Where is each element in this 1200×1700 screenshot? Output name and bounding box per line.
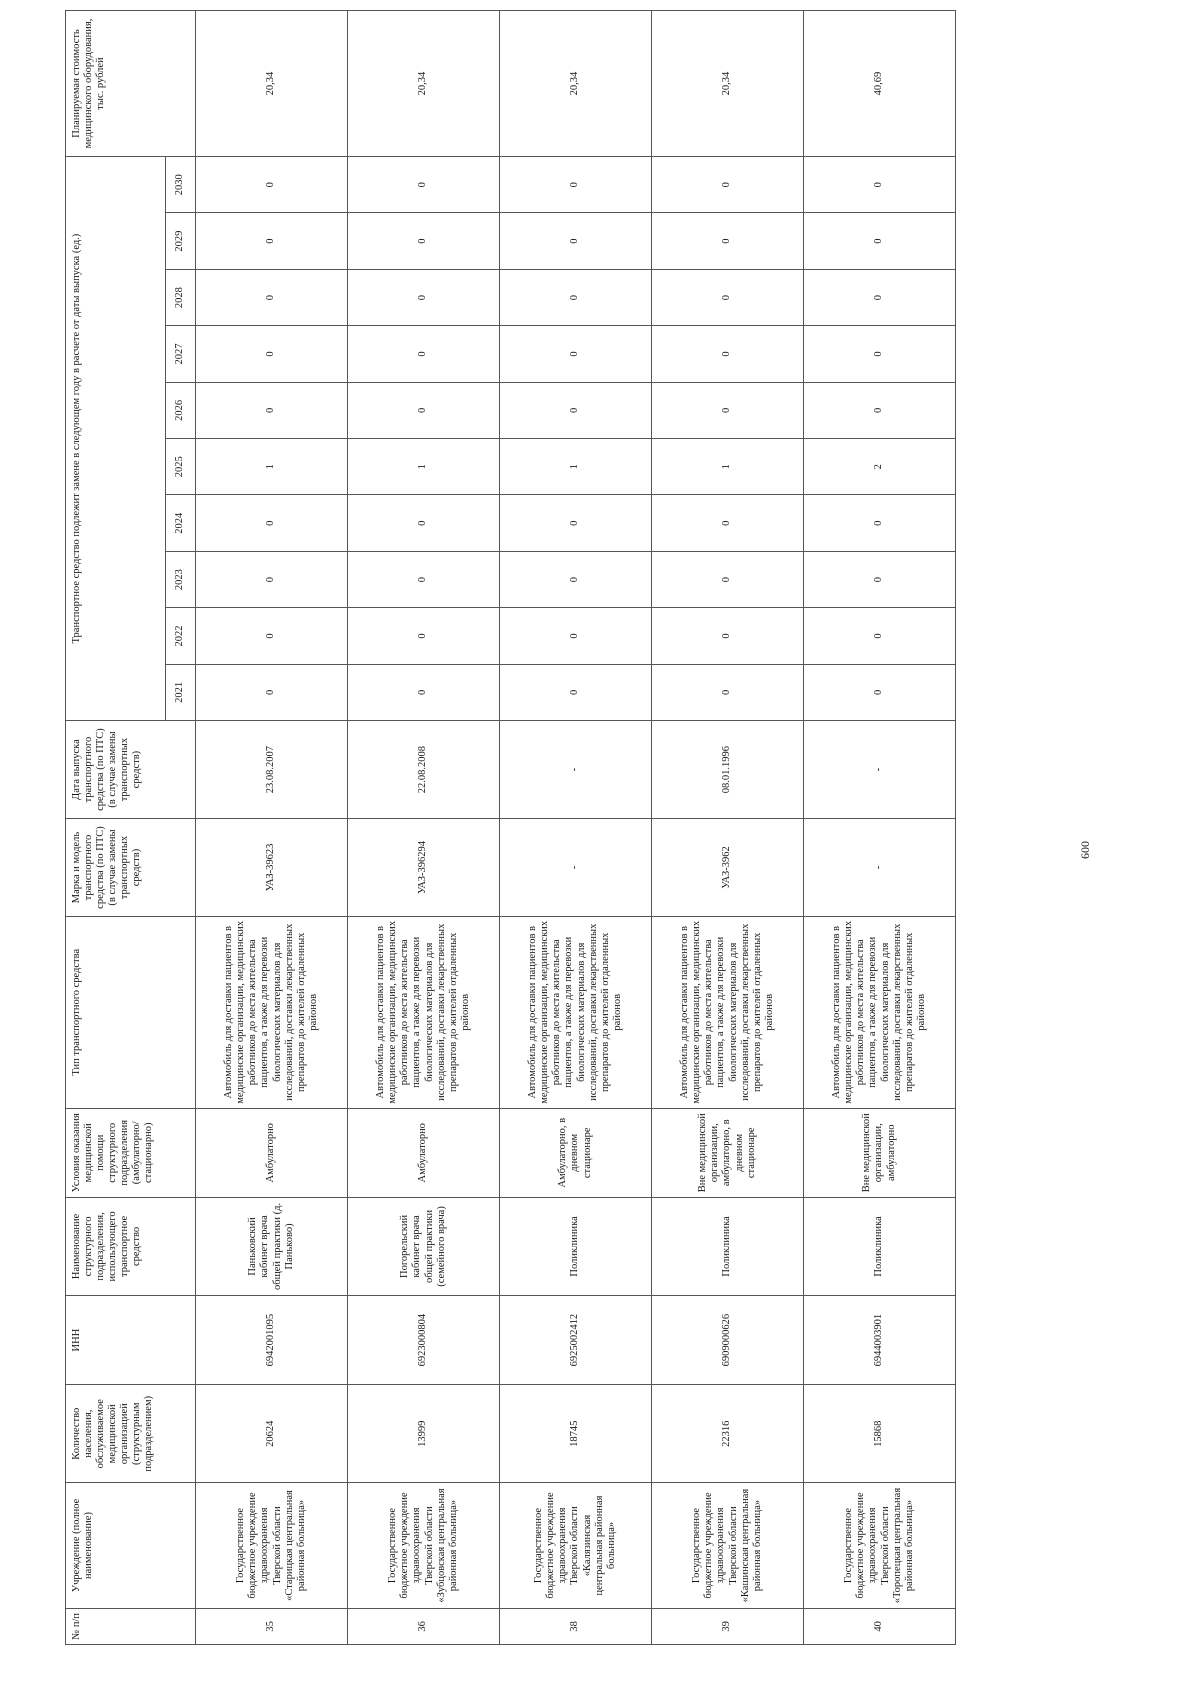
row-year-value: 0 bbox=[500, 213, 652, 269]
row-subdivision: Поликлиника bbox=[500, 1197, 652, 1295]
page-number: 600 bbox=[1078, 841, 1092, 859]
row-brand: - bbox=[804, 819, 956, 917]
row-year-value: 0 bbox=[348, 551, 500, 607]
row-release-date: 23.08.2007 bbox=[196, 721, 348, 819]
header-no: № п/п bbox=[66, 1608, 196, 1644]
row-no: 35 bbox=[196, 1608, 348, 1644]
header-year: 2029 bbox=[166, 213, 196, 269]
row-cost: 20,34 bbox=[348, 11, 500, 157]
row-no: 36 bbox=[348, 1608, 500, 1644]
table-row bbox=[500, 11, 652, 1645]
header-conditions: Условия оказания медицинской помощи структурного подразделения (амбулаторно/ стационарно) bbox=[66, 1108, 196, 1197]
row-cost: 40,69 bbox=[804, 11, 956, 157]
row-year-value: 0 bbox=[196, 326, 348, 382]
row-year-value: 0 bbox=[500, 608, 652, 664]
row-subdivision: Погорельский кабинет врача общей практики (семейного врача) bbox=[348, 1197, 500, 1295]
header-year: 2026 bbox=[166, 382, 196, 438]
row-year-value: 1 bbox=[348, 439, 500, 495]
row-year-value: 0 bbox=[348, 213, 500, 269]
header-release-date: Дата выпуска транспортного средства (по ПТС) (в случае замены транспортных средств) bbox=[66, 721, 196, 819]
row-year-value: 0 bbox=[804, 213, 956, 269]
table-row bbox=[348, 11, 500, 1645]
row-year-value: 2 bbox=[804, 439, 956, 495]
row-year-value: 0 bbox=[500, 495, 652, 551]
header-year: 2025 bbox=[166, 439, 196, 495]
row-no: 38 bbox=[500, 1608, 652, 1644]
row-year-value: 0 bbox=[652, 326, 804, 382]
row-year-value: 0 bbox=[652, 213, 804, 269]
row-year-value: 0 bbox=[196, 608, 348, 664]
row-year-value: 0 bbox=[652, 495, 804, 551]
header-inn: ИНН bbox=[66, 1295, 196, 1384]
row-year-value: 0 bbox=[652, 157, 804, 213]
header-brand: Марка и модель транспортного средства (по ПТС) (в случае замены транспортных средств) bbox=[66, 819, 196, 917]
row-subdivision: Поликлиника bbox=[652, 1197, 804, 1295]
row-conditions: Вне медицинской организации, амбулаторно bbox=[804, 1108, 956, 1197]
row-cost: 20,34 bbox=[196, 11, 348, 157]
row-year-value: 0 bbox=[500, 326, 652, 382]
row-year-value: 0 bbox=[652, 664, 804, 720]
row-subdivision: Паньковский кабинет врача общей практики (д. Паньково) bbox=[196, 1197, 348, 1295]
row-conditions: Амбулаторно, в дневном стационаре bbox=[500, 1108, 652, 1197]
row-cost: 20,34 bbox=[500, 11, 652, 157]
row-population: 18745 bbox=[500, 1385, 652, 1483]
row-population: 22316 bbox=[652, 1385, 804, 1483]
row-conditions: Амбулаторно bbox=[196, 1108, 348, 1197]
header-year: 2021 bbox=[166, 664, 196, 720]
row-year-value: 0 bbox=[348, 382, 500, 438]
header-population: Количество населения, обслуживаемое медицинской организацией (структурным подразделением) bbox=[66, 1385, 196, 1483]
row-vehicle-type: Автомобиль для доставки пациентов в медицинские организации, медицинских работников до места жительства пациентов, а также для перевозки биологических материалов для исследований, доставки лекарственных препаратов до жителей отдаленных районов bbox=[196, 916, 348, 1108]
header-year: 2027 bbox=[166, 326, 196, 382]
header-cost: Планируемая стоимость медицинского оборудования, тыс. рублей bbox=[66, 11, 196, 157]
row-year-value: 0 bbox=[804, 269, 956, 325]
vehicle-replacement-table bbox=[65, 10, 956, 1645]
header-year: 2022 bbox=[166, 608, 196, 664]
row-conditions: Вне медицинской организации, амбулаторно, в дневном стационаре bbox=[652, 1108, 804, 1197]
row-population: 15868 bbox=[804, 1385, 956, 1483]
row-release-date: - bbox=[804, 721, 956, 819]
row-year-value: 1 bbox=[500, 439, 652, 495]
row-year-value: 0 bbox=[652, 269, 804, 325]
row-vehicle-type: Автомобиль для доставки пациентов в медицинские организации, медицинских работников до места жительства пациентов, а также для перевозки биологических материалов для исследований, доставки лекарственных препаратов до жителей отдаленных районов bbox=[804, 916, 956, 1108]
table-row bbox=[652, 11, 804, 1645]
row-no: 40 bbox=[804, 1608, 956, 1644]
row-year-value: 0 bbox=[348, 326, 500, 382]
row-year-value: 0 bbox=[196, 495, 348, 551]
header-institution: Учреждение (полное наименование) bbox=[66, 1483, 196, 1609]
table-row bbox=[196, 11, 348, 1645]
row-year-value: 0 bbox=[804, 382, 956, 438]
row-brand: УАЗ-396294 bbox=[348, 819, 500, 917]
header-year: 2023 bbox=[166, 551, 196, 607]
row-institution: Государственное бюджетное учреждение здравоохранения Тверской области «Калязинская центральная районная больница» bbox=[500, 1483, 652, 1609]
header-year: 2024 bbox=[166, 495, 196, 551]
row-year-value: 0 bbox=[348, 157, 500, 213]
row-release-date: 22.08.2008 bbox=[348, 721, 500, 819]
row-year-value: 0 bbox=[652, 608, 804, 664]
header-year: 2028 bbox=[166, 269, 196, 325]
row-brand: УАЗ-3962 bbox=[652, 819, 804, 917]
row-release-date: 08.01.1996 bbox=[652, 721, 804, 819]
row-brand: - bbox=[500, 819, 652, 917]
row-inn: 6944003901 bbox=[804, 1295, 956, 1384]
row-brand: УАЗ-39623 bbox=[196, 819, 348, 917]
row-year-value: 0 bbox=[500, 269, 652, 325]
row-population: 13999 bbox=[348, 1385, 500, 1483]
header-vehicle-type: Тип транспортного средства bbox=[66, 916, 196, 1108]
table-row bbox=[804, 11, 956, 1645]
row-population: 20624 bbox=[196, 1385, 348, 1483]
row-year-value: 0 bbox=[652, 382, 804, 438]
row-institution: Государственное бюджетное учреждение здравоохранения Тверской области «Кашинская центральная районная больница» bbox=[652, 1483, 804, 1609]
row-year-value: 0 bbox=[804, 326, 956, 382]
row-inn: 6942001095 bbox=[196, 1295, 348, 1384]
row-vehicle-type: Автомобиль для доставки пациентов в медицинские организации, медицинских работников до места жительства пациентов, а также для перевозки биологических материалов для исследований, доставки лекарственных препаратов до жителей отдаленных районов bbox=[500, 916, 652, 1108]
row-year-value: 0 bbox=[348, 608, 500, 664]
row-inn: 6923000804 bbox=[348, 1295, 500, 1384]
row-year-value: 0 bbox=[804, 157, 956, 213]
row-year-value: 0 bbox=[804, 495, 956, 551]
header-subdivision: Наименование структурного подразделения, использующего транспортное средство bbox=[66, 1197, 196, 1295]
row-year-value: 0 bbox=[500, 664, 652, 720]
row-year-value: 0 bbox=[196, 382, 348, 438]
row-year-value: 0 bbox=[500, 551, 652, 607]
row-year-value: 0 bbox=[348, 495, 500, 551]
row-inn: 6925002412 bbox=[500, 1295, 652, 1384]
row-year-value: 0 bbox=[196, 213, 348, 269]
row-institution: Государственное бюджетное учреждение здравоохранения Тверской области «Старицкая центральная районная больница» bbox=[196, 1483, 348, 1609]
row-institution: Государственное бюджетное учреждение здравоохранения Тверской области «Торопецкая центральная районная больница» bbox=[804, 1483, 956, 1609]
header-replacement: Транспортное средство подлежит замене в следующем году в расчете от даты выпуска (ед.) bbox=[66, 157, 166, 721]
row-year-value: 0 bbox=[348, 269, 500, 325]
row-year-value: 0 bbox=[804, 664, 956, 720]
row-vehicle-type: Автомобиль для доставки пациентов в медицинские организации, медицинских работников до места жительства пациентов, а также для перевозки биологических материалов для исследований, доставки лекарственных препаратов до жителей отдаленных районов bbox=[652, 916, 804, 1108]
row-inn: 6909000626 bbox=[652, 1295, 804, 1384]
row-no: 39 bbox=[652, 1608, 804, 1644]
row-year-value: 0 bbox=[500, 157, 652, 213]
row-year-value: 0 bbox=[196, 664, 348, 720]
row-institution: Государственное бюджетное учреждение здравоохранения Тверской области «Зубцовская центральная районная больница» bbox=[348, 1483, 500, 1609]
row-subdivision: Поликлиника bbox=[804, 1197, 956, 1295]
row-release-date: - bbox=[500, 721, 652, 819]
row-year-value: 0 bbox=[196, 157, 348, 213]
row-conditions: Амбулаторно bbox=[348, 1108, 500, 1197]
row-year-value: 0 bbox=[348, 664, 500, 720]
row-year-value: 0 bbox=[196, 269, 348, 325]
row-year-value: 0 bbox=[500, 382, 652, 438]
row-year-value: 0 bbox=[804, 608, 956, 664]
row-year-value: 0 bbox=[652, 551, 804, 607]
row-cost: 20,34 bbox=[652, 11, 804, 157]
row-vehicle-type: Автомобиль для доставки пациентов в медицинские организации, медицинских работников до места жительства пациентов, а также для перевозки биологических материалов для исследований, доставки лекарственных препаратов до жителей отдаленных районов bbox=[348, 916, 500, 1108]
row-year-value: 0 bbox=[804, 551, 956, 607]
row-year-value: 1 bbox=[652, 439, 804, 495]
row-year-value: 0 bbox=[196, 551, 348, 607]
header-year: 2030 bbox=[166, 157, 196, 213]
row-year-value: 1 bbox=[196, 439, 348, 495]
